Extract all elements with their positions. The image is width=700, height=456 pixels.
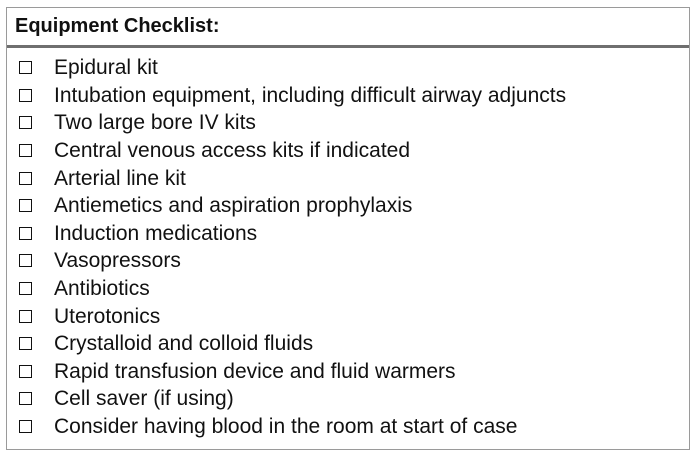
checkbox-icon[interactable] — [19, 116, 32, 129]
checklist-item-label: Rapid transfusion device and fluid warmers — [54, 359, 456, 383]
checkbox-icon[interactable] — [19, 365, 32, 378]
checklist-item — [7, 82, 689, 110]
checkbox-icon[interactable] — [19, 172, 32, 185]
checklist-item — [7, 413, 689, 441]
checkbox-icon[interactable] — [19, 420, 32, 433]
checkbox-icon[interactable] — [19, 282, 32, 295]
checkbox-icon[interactable] — [19, 392, 32, 405]
checklist-item-label: Uterotonics — [54, 304, 161, 328]
checklist-item — [7, 164, 689, 192]
checklist-item — [7, 275, 689, 303]
checklist-item — [7, 330, 689, 358]
checklist-item-label: Central venous access kits if indicated — [54, 139, 411, 163]
checklist-title: Equipment Checklist: — [15, 15, 220, 37]
checkbox-icon[interactable] — [19, 61, 32, 74]
checklist-item — [7, 137, 689, 165]
checkbox-icon[interactable] — [19, 227, 32, 240]
checklist-item — [7, 54, 689, 82]
checklist-item-label: Intubation equipment, including difficult airway adjuncts — [54, 83, 567, 107]
checklist-item-label: Crystalloid and colloid fluids — [54, 332, 314, 356]
checklist-item-label: Two large bore IV kits — [54, 111, 256, 135]
checklist-item — [7, 247, 689, 275]
checkbox-icon[interactable] — [19, 199, 32, 212]
checkbox-icon[interactable] — [19, 337, 32, 350]
checklist-item-label: Induction medications — [54, 221, 258, 245]
checklist-item-label: Consider having blood in the room at start of case — [54, 415, 518, 439]
checklist-item-label: Antiemetics and aspiration prophylaxis — [54, 194, 413, 218]
checkbox-icon[interactable] — [19, 254, 32, 267]
checklist-header — [7, 8, 689, 48]
checklist-item — [7, 192, 689, 220]
checklist-items — [7, 48, 689, 440]
equipment-checklist — [6, 7, 690, 450]
checklist-item — [7, 220, 689, 248]
checklist-item-label: Cell saver (if using) — [54, 387, 234, 411]
checklist-item — [7, 109, 689, 137]
checkbox-icon[interactable] — [19, 310, 32, 323]
checklist-item — [7, 385, 689, 413]
checklist-item-label: Epidural kit — [54, 56, 158, 80]
checklist-item-label: Antibiotics — [54, 277, 150, 301]
checklist-item-label: Vasopressors — [54, 249, 181, 273]
checkbox-icon[interactable] — [19, 89, 32, 102]
checklist-item — [7, 358, 689, 386]
checklist-item — [7, 302, 689, 330]
checkbox-icon[interactable] — [19, 144, 32, 157]
checklist-item-label: Arterial line kit — [54, 166, 186, 190]
